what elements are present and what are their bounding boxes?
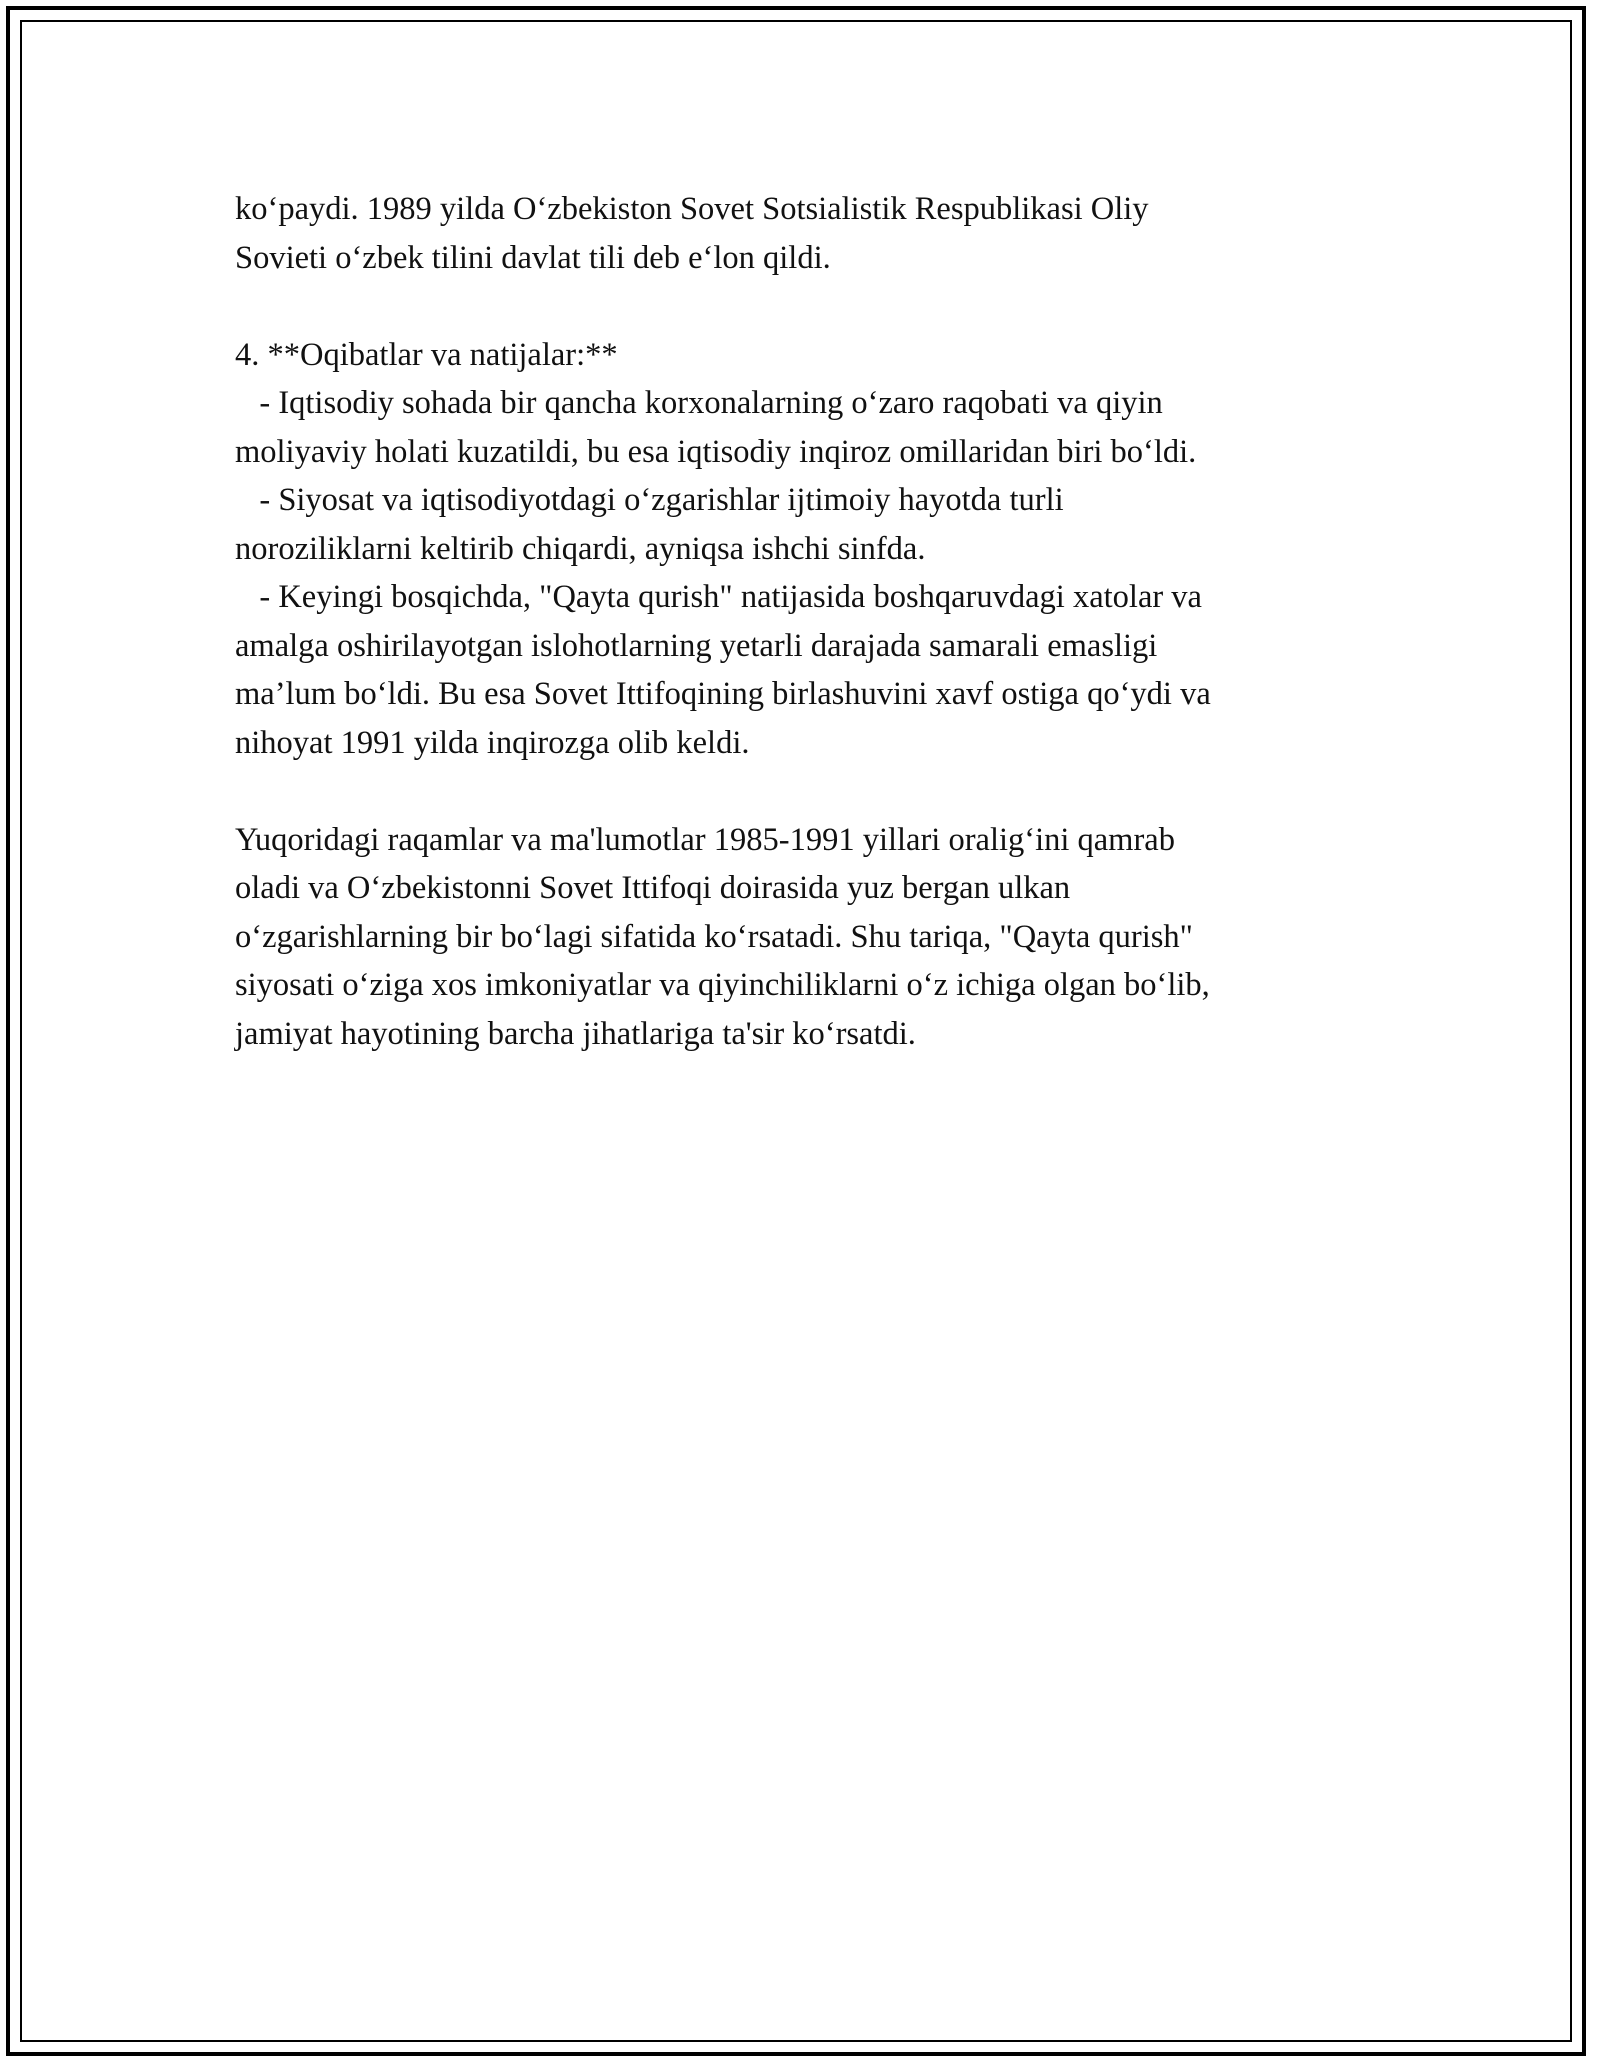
text-line: siyosati o‘ziga xos imkoniyatlar va qiyinchiliklarni o‘z ichiga olgan bo‘lib, xyxy=(235,967,1210,1003)
text-line: jamiyat hayotining barcha jihatlariga ta'sir ko‘rsatdi. xyxy=(235,1015,916,1052)
text-line: Yuqoridagi raqamlar va ma'lumotlar 1985-1991 yillari oralig‘ini qamrab xyxy=(235,821,1175,858)
paragraph-gap xyxy=(235,767,1365,816)
text-line: moliyaviy holati kuzatildi, bu esa iqtisodiy inqiroz omillaridan biri bo‘ldi. xyxy=(235,433,1197,470)
text-line: nihoyat 1991 yilda inqirozga olib keldi. xyxy=(235,724,750,761)
text-line: - Iqtisodiy sohada bir qancha korxonalarning o‘zaro raqobati va qiyin xyxy=(235,385,1163,421)
text-line: Sovieti o‘zbek tilini davlat tili deb e‘lon qildi. xyxy=(235,239,831,276)
text-line: oladi va O‘zbekistonni Sovet Ittifoqi doirasida yuz bergan ulkan xyxy=(235,870,1071,906)
paragraph-gap xyxy=(235,282,1365,331)
section-consequences xyxy=(235,331,1365,768)
document-body xyxy=(235,185,1365,1058)
list-item xyxy=(235,476,1365,573)
text-line: - Siyosat va iqtisodiyotdagi o‘zgarishlar ijtimoiy hayotda turli xyxy=(235,482,1064,518)
paragraph-continuation xyxy=(235,185,1365,282)
list-item xyxy=(235,379,1365,476)
text-line: amalga oshirilayotgan islohotlarning yetarli darajada samarali emasligi xyxy=(235,627,1158,664)
text-line: ma’lum bo‘ldi. Bu esa Sovet Ittifoqining birlashuvini xavf ostiga qo‘ydi va xyxy=(235,676,1211,712)
conclusion-paragraph xyxy=(235,816,1365,1059)
text-line: ko‘paydi. 1989 yilda O‘zbekiston Sovet Sotsialistik Respublikasi Oliy xyxy=(235,191,1149,227)
list-item xyxy=(235,573,1365,767)
section-heading: 4. **Oqibatlar va natijalar:** xyxy=(235,336,618,373)
text-line: - Keyingi bosqichda, "Qayta qurish" natijasida boshqaruvdagi xatolar va xyxy=(235,579,1202,615)
text-line: o‘zgarishlarning bir bo‘lagi sifatida ko‘rsatadi. Shu tariqa, "Qayta qurish" xyxy=(235,918,1193,955)
text-line: noroziliklarni keltirib chiqardi, ayniqsa ishchi sinfda. xyxy=(235,530,926,567)
